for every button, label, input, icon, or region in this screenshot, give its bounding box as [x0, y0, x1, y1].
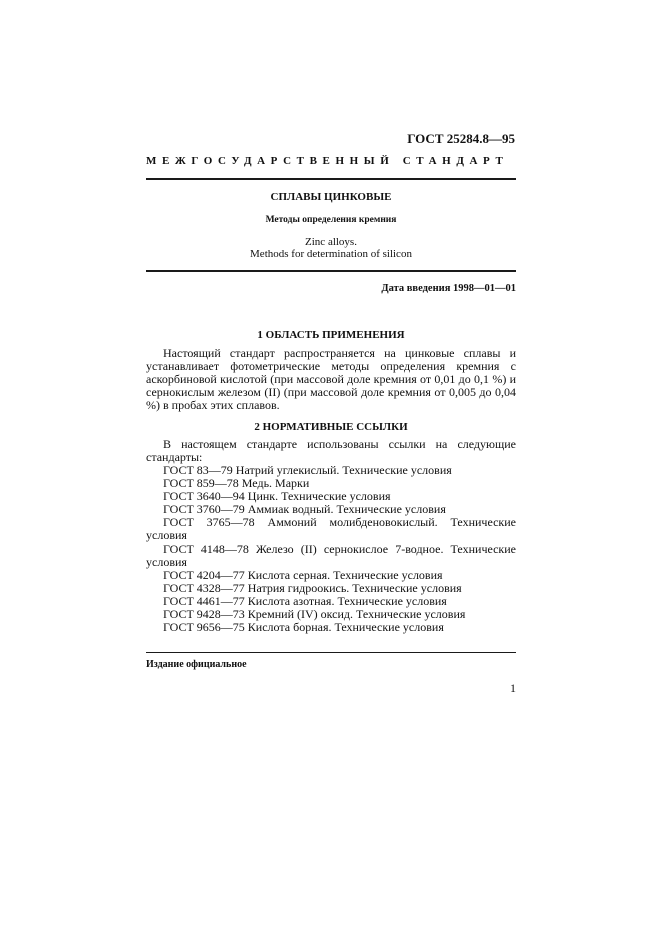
- standard-code: ГОСТ 25284.8—95: [407, 131, 515, 146]
- section-2-title: 2 НОРМАТИВНЫЕ ССЫЛКИ: [254, 421, 408, 433]
- document-subtitle: Методы определения кремния: [265, 215, 397, 225]
- section-1-title: 1 ОБЛАСТЬ ПРИМЕНЕНИЯ: [257, 329, 405, 341]
- reference-title: Кремний (IV) оксид. Технические условия: [247, 607, 466, 622]
- reference-title: Медь. Марки: [241, 476, 310, 491]
- page-number: 1: [510, 681, 516, 695]
- reference-number: ГОСТ 4148—78: [163, 541, 249, 556]
- section-1-text: Настоящий стандарт распространяется на цинковые сплавы и устанавливает фотометрические методы определения кремния с аскорбиновой кислотой (при массовой доле кремния от 0,01 до 0,1 %) и сернокислым железом (II) (при массовой доле кремния от 0,005 до 0,04 %) в пробах этих сплавов.: [146, 346, 516, 412]
- list-item: [146, 543, 516, 569]
- reference-number: ГОСТ 9656—75: [163, 620, 245, 635]
- reference-number: ГОСТ 4328—77: [163, 580, 245, 595]
- reference-number: ГОСТ 4461—77: [163, 593, 245, 608]
- interstate-standard-heading: МЕЖГОСУДАРСТВЕННЫЙ СТАНДАРТ: [146, 155, 509, 167]
- references-list: [146, 464, 516, 634]
- reference-title: Кислота азотная. Технические условия: [247, 593, 447, 608]
- list-item: [146, 516, 516, 542]
- reference-title: Кислота борная. Технические условия: [247, 620, 444, 635]
- english-title-line1: Zinc alloys.: [305, 236, 357, 248]
- reference-title: Цинк. Технические условия: [247, 489, 391, 504]
- reference-number: ГОСТ 3640—94: [163, 489, 245, 504]
- reference-number: ГОСТ 4204—77: [163, 567, 245, 582]
- official-edition-note: Издание официальное: [146, 659, 247, 670]
- reference-number: ГОСТ 3765—78: [163, 515, 255, 530]
- document-title: СПЛАВЫ ЦИНКОВЫЕ: [270, 191, 392, 203]
- list-item: [146, 621, 516, 634]
- reference-title: Железо (II) сернокислое 7-водное. Технические условия: [146, 541, 517, 569]
- footer-divider: [146, 652, 516, 653]
- reference-title: Аммоний молибденовокислый. Технические условия: [146, 515, 516, 543]
- reference-number: ГОСТ 3760—79: [163, 502, 245, 517]
- reference-title: Аммиак водный. Технические условия: [247, 502, 446, 517]
- english-title-line2: Methods for determination of silicon: [250, 248, 412, 260]
- reference-number: ГОСТ 83—79: [163, 463, 233, 477]
- reference-title: Натрия гидроокись. Технические условия: [247, 580, 462, 595]
- header-divider: [146, 178, 516, 180]
- reference-title: Натрий углекислый. Технические условия: [235, 463, 452, 477]
- introduction-date: Дата введения 1998—01—01: [381, 283, 516, 294]
- reference-number: ГОСТ 859—78: [163, 476, 239, 491]
- title-divider: [146, 270, 516, 272]
- section-2-intro: В настоящем стандарте использованы ссылки на следующие стандарты:: [146, 437, 516, 464]
- english-title: [146, 236, 516, 260]
- reference-number: ГОСТ 9428—73: [163, 607, 245, 622]
- reference-title: Кислота серная. Технические условия: [247, 567, 443, 582]
